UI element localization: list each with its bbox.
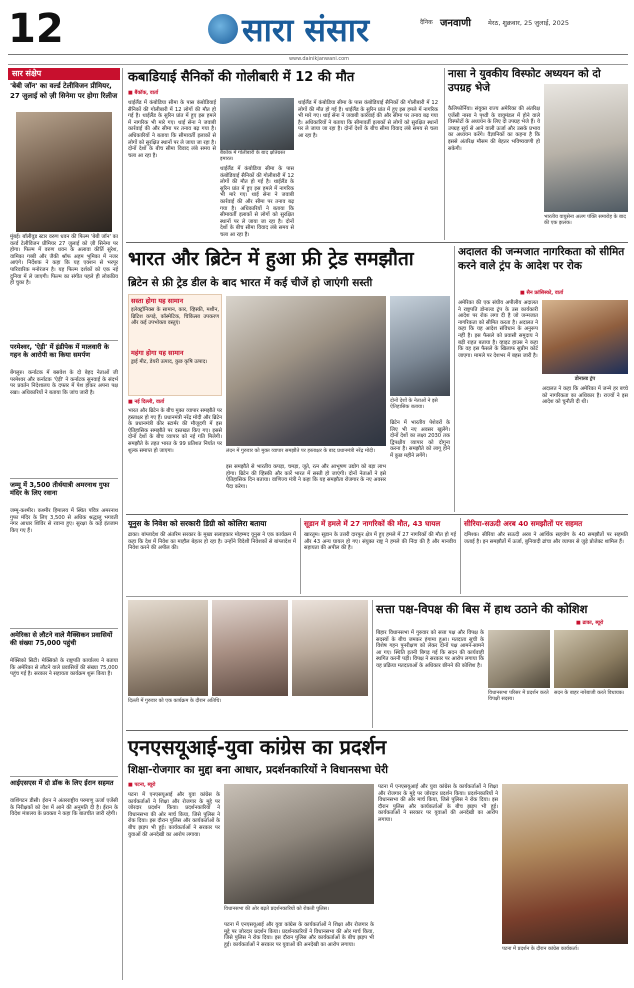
story6-headline: सीरिया-सऊदी अरब 40 समझौतों पर सहमत bbox=[464, 519, 583, 528]
story7-caption2: सदन के बाहर नारेबाजी करते विधायक। bbox=[554, 690, 625, 696]
masthead-logo bbox=[208, 14, 238, 44]
sidebar-header: सार संक्षेप bbox=[8, 68, 120, 80]
story7-photo-2 bbox=[554, 630, 628, 688]
lead-photo bbox=[226, 296, 386, 446]
paper-name-small: दैनिक bbox=[420, 19, 433, 26]
story1-body-b: थाईलैंड में कंबोडिया सीमा के पास कंबोडियाई सैनिकों की गोलीबारी में 12 लोगों की मौत हो गई है। थाईलैंड के सुरिन प्रांत में हुए इस हमले में नागरिक भी मारे गए। थाई सेना ने जवाबी कार्रवाई की और सीमा पर तनाव बढ़ गया है। अधिकारियों ने बताया कि सीमावर्ती इलाकों से लोगों को सुरक्षित स्थानों पर ले जाया जा रहा है। दोनों देशों के बीच सीमा विवाद लंबे समय से चला आ रहा है। bbox=[220, 166, 294, 238]
lead-byline: ■ नई दिल्ली, वार्ता bbox=[128, 399, 165, 405]
story8-subheadline: शिक्षा-रोजगार का मुद्दा बना आधार, प्रदर्शनकारियों ने विधानसभा घेरी bbox=[128, 764, 388, 776]
story3-photo bbox=[542, 300, 628, 374]
story8-photo-main bbox=[224, 784, 374, 904]
gallery-photo-3 bbox=[292, 600, 368, 696]
lead-cheap-header: सस्ता होगा यह सामान bbox=[131, 297, 184, 305]
story3-body2: अदालत ने कहा कि अमेरिका में जन्मे हर बच्चे को नागरिकता का अधिकार है। राज्यों ने इस आदेश को चुनौती दी थी। bbox=[542, 386, 628, 406]
lead-caption: लंदन में गुरुवार को मुक्त व्यापार समझौते पर हस्ताक्षर के बाद प्रधानमंत्री नरेंद्र मोदी। bbox=[226, 448, 375, 454]
story2-body: कैलिफोर्निया। संयुक्त राज्य अमेरिका की अंतरिक्ष एजेंसी नासा ने पृथ्वी के वायुमंडल में होने वाले विस्फोटों के अध्ययन के लिए दो उपग्रह भेजे हैं। ये उपग्रह सूर्य से आने वाली ऊर्जा और उसके प्रभाव का अध्ययन करेंगे। वैज्ञानिकों का कहना है कि इससे अंतरिक्ष मौसम की बेहतर भविष्यवाणी हो सकेगी। bbox=[448, 106, 540, 152]
lead-body-col3: ब्रिटेन में भारतीय पेशेवरों के लिए भी नए अवसर खुलेंगे। दोनों देशों का लक्ष्य 2030 तक द्विपक्षीय व्यापार को दोगुना करना है। समझौते को लागू होने में कुछ महीने लगेंगे। bbox=[390, 420, 450, 459]
story1-headline: कबाडियाई सैनिकों की गोलीबारी में 12 की मौत bbox=[128, 70, 355, 85]
story2-photo bbox=[544, 84, 628, 212]
story2-caption: भारतीय वायुसेना अलग पंक्ति समारोह के बाद की एक झलक। bbox=[544, 214, 626, 227]
story6-body: दमिश्क। सीरिया और सऊदी अरब ने आर्थिक सहयोग के 40 समझौतों पर सहमति जताई है। इन समझौतों में ऊर्जा, बुनियादी ढांचा और व्यापार से जुड़े प्रोजेक्ट शामिल हैं। bbox=[464, 532, 628, 545]
sidebar-s1-body: मुंबई। बॉलीवुड स्टार वरुण धवन की फिल्म 'बेबी जॉन' का वर्ल्ड टेलीविजन प्रीमियर 27 जुलाई को ज़ी सिनेमा पर होगा। फिल्म में वरुण धवन के अलावा कीर्ति सुरेश, वामिका गब्बी और जैकी श्रॉफ अहम भूमिका में नजर आएंगे। निर्देशक ने कहा कि यह एक्शन से भरपूर पारिवारिक मनोरंजन है। यह फिल्म दर्शकों को एक नई दुनिया में ले जाएगी। फिल्म का संगीत पहले ही लोकप्रिय हो चुका है। bbox=[10, 234, 118, 287]
story2-headline: नासा ने युवकीय विस्फोट अध्ययन को दो उपग्रह भेजे bbox=[448, 68, 601, 94]
story1-caption: बैंकॉक में गोलीबारी के बाद क्षतिग्रस्त इमारत। bbox=[220, 150, 286, 163]
sidebar-photo bbox=[16, 112, 112, 232]
lead-costly-body: ड्राई मीट, डेयरी उत्पाद, कुछ कृषि उत्पाद। bbox=[131, 359, 208, 365]
paper-name: जनवाणी bbox=[440, 18, 471, 29]
story8-body-col3: पटना में एनएसयूआई और युवा कांग्रेस के कार्यकर्ताओं ने शिक्षा और रोजगार के मुद्दे पर जोरदार प्रदर्शन किया। प्रदर्शनकारियों ने विधानसभा की ओर मार्च किया, जिसे पुलिस ने रोक दिया। इस दौरान पुलिस और कार्यकर्ताओं के बीच झड़प भी हुई। कार्यकर्ताओं ने सरकार पर युवाओं की अनदेखी का आरोप लगाया। bbox=[378, 784, 498, 823]
sidebar-s2-body: बेंगलुरु। कर्नाटक में बसवेश के दो बेहद नेताओं जी परमेश्वर और कर्नाटक 'ऐड़ी' ने कर्नाटक सुनवाई के संदर्भ पर प्रवर्तन निदेशालय के दफ्तर में पेश होकर अपना पक्ष रखा। अधिकारियों ने बताया कि जांच जारी है। bbox=[10, 370, 118, 396]
lead-caption2: दोनों देशों के नेताओं ने इसे ऐतिहासिक बताया। bbox=[390, 398, 438, 411]
lead-costly-header: महंगा होगा यह सामान bbox=[131, 349, 184, 357]
story8-body-col2: पटना में एनएसयूआई और युवा कांग्रेस के कार्यकर्ताओं ने शिक्षा और रोजगार के मुद्दे पर जोरदार प्रदर्शन किया। प्रदर्शनकारियों ने विधानसभा की ओर मार्च किया, जिसे पुलिस ने रोक दिया। इस दौरान पुलिस और कार्यकर्ताओं के बीच झड़प भी हुई। कार्यकर्ताओं ने सरकार पर युवाओं की अनदेखी का आरोप लगाया। bbox=[224, 922, 374, 948]
lead-cheap-body: इलेक्ट्रॉनिक्स के सामान, कार, व्हिस्की, मशीन, ब्रिटिश कपड़े, कॉस्मेटिक, चिकित्सा उपकरण और कई उपभोक्ता वस्तुएं। bbox=[131, 307, 219, 327]
masthead-title: सारा संसार bbox=[242, 11, 370, 49]
story8-byline: ■ पटना, ब्यूरो bbox=[128, 782, 156, 788]
story8-body-col1: पटना में एनएसयूआई और युवा कांग्रेस के कार्यकर्ताओं ने शिक्षा और रोजगार के मुद्दे पर जोरदार प्रदर्शन किया। प्रदर्शनकारियों ने विधानसभा की ओर मार्च किया, जिसे पुलिस ने रोक दिया। इस दौरान पुलिस और कार्यकर्ताओं के बीच झड़प भी हुई। कार्यकर्ताओं ने सरकार पर युवाओं की अनदेखी का आरोप लगाया। bbox=[128, 792, 220, 838]
story1-body-a: थाईलैंड में कंबोडिया सीमा के पास कंबोडियाई सैनिकों की गोलीबारी में 12 लोगों की मौत हो गई है। थाईलैंड के सुरिन प्रांत में हुए इस हमले में नागरिक भी मारे गए। थाई सेना ने जवाबी कार्रवाई की और सीमा पर तनाव बढ़ गया है। अधिकारियों ने बताया कि सीमावर्ती इलाकों से लोगों को सुरक्षित स्थानों पर ले जाया जा रहा है। दोनों देशों के बीच सीमा विवाद लंबे समय से चला आ रहा है। bbox=[128, 100, 216, 159]
page-number: 12 bbox=[8, 6, 64, 52]
sidebar-s4-body: मेक्सिको सिटी। मेक्सिको के राष्ट्रपति कार्यालय ने बताया कि अमेरिका से लौटने वाले प्रवासियों की संख्या 75,000 पहुंच गई है। सरकार ने सहायता कार्यक्रम शुरू किया है। bbox=[10, 658, 118, 678]
story3-caption: डोनाल्ड ट्रंप bbox=[574, 376, 596, 382]
lead-subheadline: ब्रिटेन से फ्री ट्रेड डील के बाद भारत में कई चीजें हो जाएंगी सस्ती bbox=[128, 277, 373, 289]
story4-body: ढाका। बांग्लादेश की अंतरिम सरकार के मुख्य सलाहकार मोहम्मद यूनुस ने एक कार्यक्रम में कहा कि देश में निवेश का माहौल बेहतर हो रहा है। उन्होंने विदेशी निवेशकों से बांग्लादेश में निवेश करने की अपील की। bbox=[128, 532, 296, 552]
lead-body-col1: भारत और ब्रिटेन के बीच मुक्त व्यापार समझौते पर हस्ताक्षर हो गए हैं। प्रधानमंत्री नरेंद्र मोदी और ब्रिटेन के प्रधानमंत्री कीर स्टार्मर की मौजूदगी में इस ऐतिहासिक समझौते पर दस्तखत किए गए। इससे दोनों देशों के बीच व्यापार को नई गति मिलेगी। समझौते के तहत भारत के 99 प्रतिशत निर्यात पर शुल्क समाप्त हो जाएगा। bbox=[128, 408, 222, 454]
lead-body-col2: इस समझौते से भारतीय कपड़ा, चमड़ा, जूते, रत्न और आभूषण उद्योग को बड़ा लाभ होगा। ब्रिटेन की व्हिस्की और कारें भारत में सस्ती हो जाएंगी। दोनों नेताओं ने इसे ऐतिहासिक दिन बताया। वाणिज्य मंत्री ने कहा कि यह समझौता रोजगार के नए अवसर पैदा करेगा। bbox=[226, 464, 386, 490]
sidebar-s3-body: जम्मू-कश्मीर। कश्मीर हिमालय में स्थित पवित्र अमरनाथ गुफा मंदिर के लिए 3,500 से अधिक श्रद्धालु भगवती नगर आधार शिविर से रवाना हुए। सुरक्षा के कड़े इंतजाम किए गए हैं। bbox=[10, 508, 118, 534]
story1-body-c: थाईलैंड में कंबोडिया सीमा के पास कंबोडियाई सैनिकों की गोलीबारी में 12 लोगों की मौत हो गई है। थाईलैंड के सुरिन प्रांत में हुए इस हमले में नागरिक भी मारे गए। थाई सेना ने जवाबी कार्रवाई की और सीमा पर तनाव बढ़ गया है। अधिकारियों ने बताया कि सीमावर्ती इलाकों से लोगों को सुरक्षित स्थानों पर ले जाया जा रहा है। दोनों देशों के बीच सीमा विवाद लंबे समय से चला आ रहा है। bbox=[298, 100, 438, 139]
story3-byline: ■ सैन फ्रांसिस्को, वार्ता bbox=[520, 290, 564, 296]
story8-caption2: पटना में प्रदर्शन के दौरान कांग्रेस कार्यकर्ता। bbox=[502, 946, 579, 952]
story4-headline: यूनुस के निवेश को सरकारी डिग्री को कोलिरा बताया bbox=[128, 519, 267, 528]
story8-headline: एनएसयूआई-युवा कांग्रेस का प्रदर्शन bbox=[128, 735, 387, 759]
story8-caption: विधानसभा की ओर बढ़ते प्रदर्शनकारियों को रोकती पुलिस। bbox=[224, 906, 329, 912]
sidebar-s5-headline: आईएसएस में दो डॉक के लिए ईरान सहमत bbox=[10, 779, 114, 787]
sidebar-s1-headline: 'बेबी जॉन' का वर्ल्ड टेलीविजन प्रीमियर, 27 जुलाई को ज़ी सिनेमा पर होगा रिलीज bbox=[10, 82, 118, 100]
story1-byline: ■ बैंकॉक, वार्ता bbox=[128, 90, 159, 96]
website-url[interactable]: www.dainikjanwani.com bbox=[288, 56, 350, 62]
gallery-photo-2 bbox=[212, 600, 288, 696]
gallery-photo-1 bbox=[128, 600, 208, 696]
story5-body: खारतूम। सूडान के उत्तरी दारफुर क्षेत्र में हुए हमले में 27 नागरिकों की मौत हो गई और 43 अन्य घायल हो गए। संयुक्त राष्ट्र ने हमले की निंदा की है और मानवीय सहायता की अपील की है। bbox=[304, 532, 456, 552]
story1-photo bbox=[220, 98, 294, 150]
lead-photo-small bbox=[390, 296, 450, 396]
story3-headline: अदालत की जन्मजात नागरिकता को सीमित करने वाले ट्रंप के आदेश पर रोक bbox=[458, 246, 625, 272]
lead-headline: भारत और ब्रिटेन में हुआ फ्री ट्रेड समझौता bbox=[128, 248, 414, 270]
story3-body: अमेरिका की एक संघीय अपीलीय अदालत ने राष्ट्रपति डोनाल्ड ट्रंप के उस कार्यकारी आदेश पर रोक लगा दी है जो जन्मजात नागरिकता को सीमित करता है। अदालत ने कहा कि यह आदेश संविधान के अनुरूप नहीं है। इस फैसले को प्रवासी समुदाय ने बड़ी राहत बताया है। व्हाइट हाउस ने कहा कि वह इस फैसले के खिलाफ सुप्रीम कोर्ट जाएगा। मामले पर देशभर में बहस जारी है। bbox=[458, 300, 538, 359]
story7-body: बिहार विधानसभा में गुरुवार को सत्ता पक्ष और विपक्ष के सदस्यों के बीच जमकर हंगामा हुआ। मतदाता सूची के विशेष गहन पुनरीक्षण को लेकर दोनों पक्ष आमने-सामने आ गए। स्थिति इतनी बिगड़ गई कि सदन की कार्यवाही स्थगित करनी पड़ी। विपक्ष ने सरकार पर आरोप लगाया कि यह प्रक्रिया मतदाताओं के अधिकार छीनने की कोशिश है। bbox=[376, 630, 484, 669]
date-line: मेरठ, शुक्रवार, 25 जुलाई, 2025 bbox=[488, 19, 570, 27]
story7-caption: विधानसभा परिसर में प्रदर्शन करते विपक्षी सदस्य। bbox=[488, 690, 549, 703]
gallery-caption: दिल्ली में गुरुवार को एक कार्यक्रम के दौरान अतिथि। bbox=[128, 698, 222, 704]
story7-byline: ■ ढाका, ब्यूरो bbox=[576, 620, 604, 626]
sidebar-s2-headline: परमेश्वर, 'ऐड़ी' में इंडीपेक में मालवारी के गहन के आरोपी का किया समर्पण bbox=[10, 343, 109, 360]
sidebar-s3-headline: जम्मू में 3,500 तीर्थयात्री अमरनाथ गुफा मंदिर के लिए रवाना bbox=[10, 481, 110, 498]
story5-headline: सूडान में हमले में 27 नागरिकों की मौत, 43 घायल bbox=[304, 519, 441, 528]
story8-photo-side bbox=[502, 784, 628, 944]
sidebar-s5-body: वाशिंगटन डीसी। ईरान ने अंतरराष्ट्रीय परमाणु ऊर्जा एजेंसी के निरीक्षकों को देश में आने की अनुमति दी है। ईरान के विदेश मंत्रालय के प्रवक्ता ने कहा कि बातचीत जारी रहेगी। bbox=[10, 798, 118, 818]
story7-photo-1 bbox=[488, 630, 550, 688]
sidebar-s4-headline: अमेरिका से लौटने वाले मैक्सिकन प्रवासियों की संख्या 75,000 पहुंची bbox=[10, 631, 113, 648]
story7-headline: सत्ता पक्ष-विपक्ष की बिस में हाथ उठाने की कोशिश bbox=[376, 602, 588, 616]
